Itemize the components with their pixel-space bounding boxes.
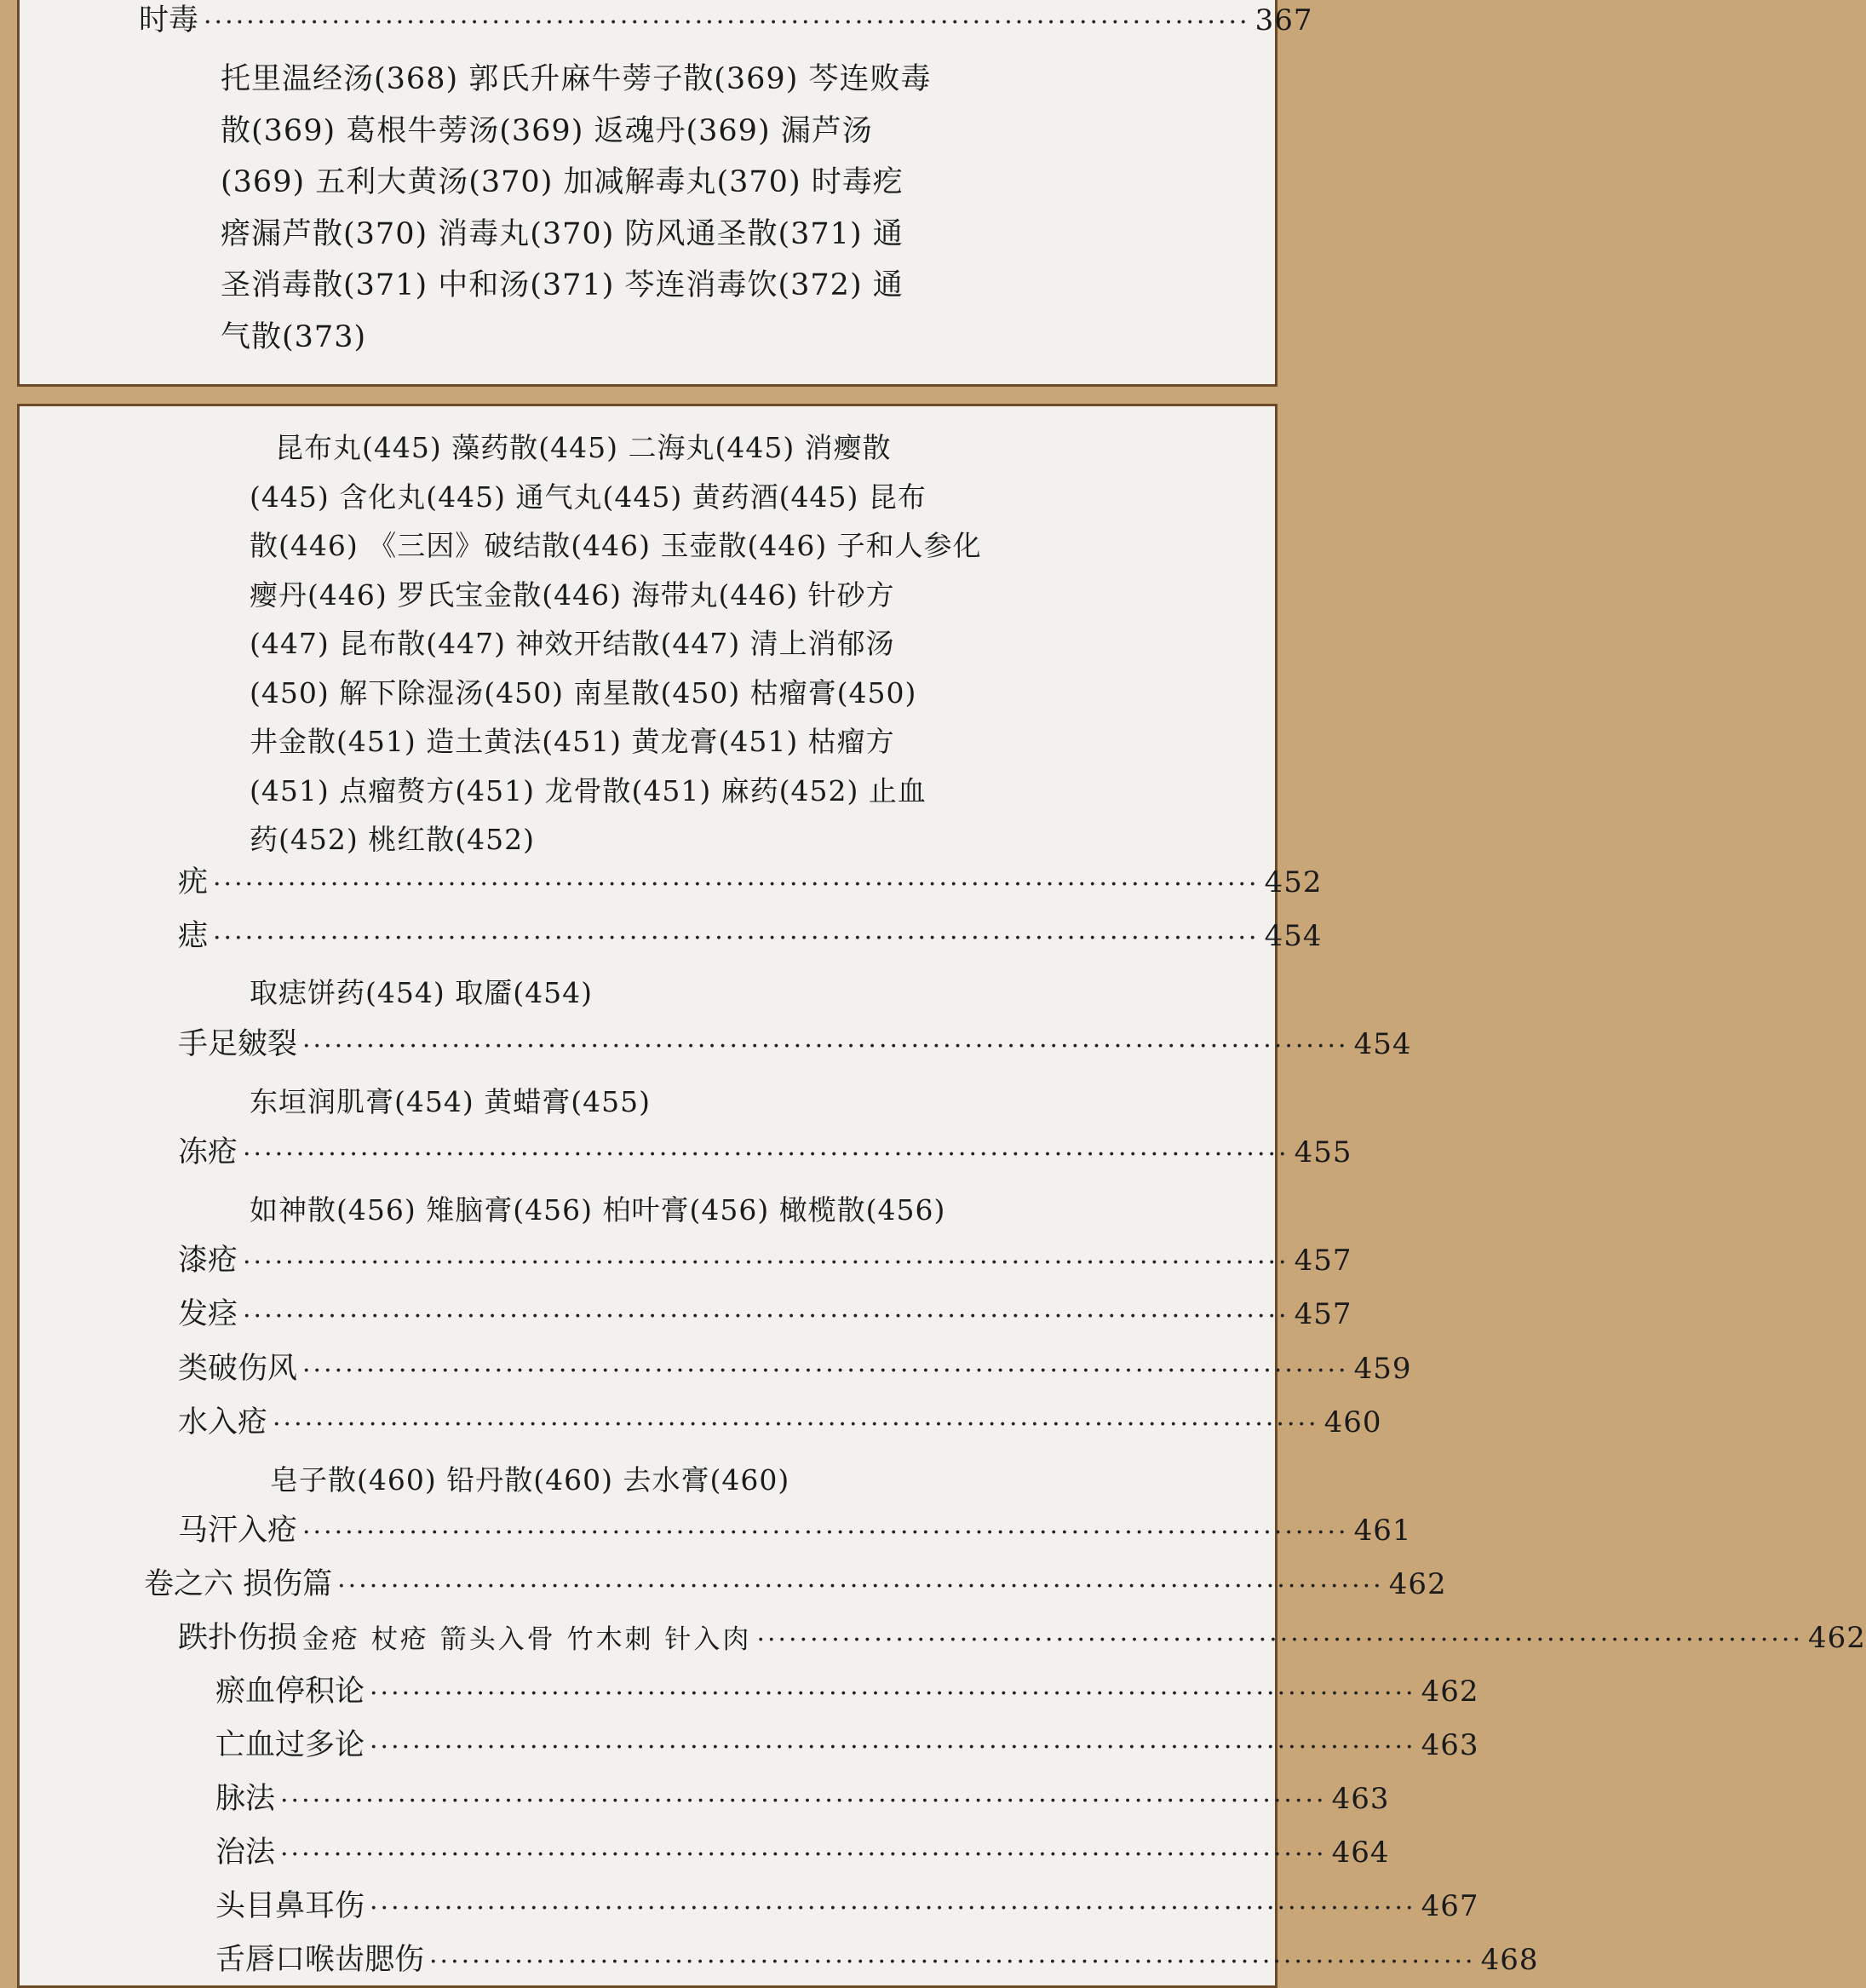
- formula-line: (445) 含化丸(445) 通气丸(445) 黄药酒(445) 昆布: [250, 480, 927, 514]
- entry-page: 463: [1331, 1782, 1390, 1817]
- entry-title: 手足皴裂: [178, 1027, 298, 1061]
- entry-title: 亡血过多论: [215, 1728, 365, 1762]
- leader-dots: ··································································································: [243, 1248, 1289, 1278]
- leader-dots: ··································································································: [273, 1410, 1319, 1439]
- entry-page: 461: [1353, 1514, 1412, 1548]
- formula-line: 井金散(451) 造土黄法(451) 黄龙膏(451) 枯瘤方: [250, 725, 895, 758]
- formula-line: (447) 昆布散(447) 神效开结散(447) 清上消郁汤: [250, 627, 895, 660]
- entry-title: 舌唇口喉齿腮伤: [215, 1943, 425, 1977]
- formula-line: 昆布丸(445) 藻药散(445) 二海丸(445) 消瘿散: [275, 431, 892, 464]
- entry-page: 462: [1421, 1675, 1479, 1709]
- entry-page: 468: [1480, 1943, 1539, 1978]
- toc-entry[interactable]: [215, 1781, 1390, 1817]
- formula-line: 散(369) 葛根牛蒡汤(369) 返魂丹(369) 漏芦汤: [221, 113, 873, 148]
- entry-title: 卷之六 损伤篇: [144, 1567, 333, 1601]
- leader-dots: ··································································································: [302, 1518, 1349, 1548]
- sub-formula-list: [250, 968, 593, 1018]
- leader-dots: ··································································································: [429, 1947, 1476, 1977]
- entry-page: 455: [1294, 1135, 1352, 1170]
- sub-formula-list: [250, 1186, 945, 1235]
- entry-page: 454: [1264, 919, 1323, 954]
- entry-page: 459: [1353, 1352, 1412, 1387]
- entry-page: 463: [1421, 1728, 1479, 1763]
- formula-line: (450) 解下除湿汤(450) 南星散(450) 枯瘤膏(450): [250, 675, 917, 710]
- formula-line: 气散(373): [221, 319, 367, 354]
- entry-page: 457: [1294, 1244, 1352, 1278]
- toc-entry[interactable]: [178, 1296, 1352, 1332]
- toc-panel-top: [17, 0, 1313, 387]
- formula-line: 皂子散(460) 铅丹散(460) 去水膏(460): [270, 1463, 790, 1497]
- entry-title: 头目鼻耳伤: [215, 1889, 365, 1923]
- toc-entry[interactable]: [215, 1727, 1479, 1763]
- formula-line: (451) 点瘤赘方(451) 龙骨散(451) 麻药(452) 止血: [250, 773, 927, 807]
- entry-page: 467: [1421, 1889, 1479, 1924]
- entry-title: 水入疮: [178, 1405, 268, 1439]
- entry-page: 367: [1255, 3, 1313, 38]
- toc-entry[interactable]: [178, 1351, 1412, 1387]
- entry-title: 治法: [215, 1836, 276, 1870]
- toc-entry[interactable]: [215, 1835, 1390, 1870]
- leader-dots: ··································································································: [280, 1786, 1327, 1816]
- formula-line: 瘿丹(446) 罗氏宝金散(446) 海带丸(446) 针砂方: [250, 577, 895, 612]
- leader-dots: ··································································································: [370, 1679, 1416, 1709]
- formula-line: 取痣饼药(454) 取靥(454): [250, 976, 593, 1009]
- entry-title: 脉法: [215, 1782, 276, 1816]
- toc-entry[interactable]: [215, 1888, 1479, 1924]
- leader-dots: ··································································································: [243, 1140, 1289, 1169]
- formula-line: 东垣润肌膏(454) 黄蜡膏(455): [250, 1085, 651, 1118]
- formula-line: 瘩漏芦散(370) 消毒丸(370) 防风通圣散(371) 通: [221, 216, 904, 251]
- toc-entry[interactable]: [178, 1620, 1866, 1656]
- entry-title: 马汗入疮: [178, 1514, 298, 1548]
- toc-entry[interactable]: [178, 1513, 1412, 1548]
- entry-title: 冻疮: [178, 1135, 238, 1169]
- entry-title: 漆疮: [178, 1244, 238, 1278]
- leader-dots: ··································································································: [370, 1893, 1416, 1923]
- entry-page: 460: [1323, 1405, 1382, 1440]
- toc-entry[interactable]: [178, 1405, 1382, 1440]
- entry-title: 跌扑伤损: [178, 1621, 298, 1655]
- leader-dots: ··································································································: [756, 1625, 1803, 1655]
- entry-page: 454: [1353, 1027, 1412, 1062]
- toc-panel-bottom: [17, 404, 1866, 1988]
- entry-page: 457: [1294, 1297, 1352, 1332]
- sub-formula-list: [250, 1077, 651, 1127]
- entry-page: 464: [1331, 1836, 1390, 1870]
- toc-entry[interactable]: [178, 1243, 1352, 1278]
- formula-line: (369) 五利大黄汤(370) 加减解毒丸(370) 时毒疙: [221, 165, 904, 199]
- entry-page: 462: [1388, 1567, 1447, 1602]
- entry-title: 疣: [178, 865, 209, 899]
- toc-entry[interactable]: [178, 1026, 1412, 1062]
- formula-line: 药(452) 桃红散(452): [250, 823, 535, 856]
- toc-entry[interactable]: [178, 918, 1323, 954]
- formula-list: [250, 423, 982, 865]
- entry-title: 类破伤风: [178, 1352, 298, 1386]
- toc-entry[interactable]: [178, 1135, 1352, 1170]
- entry-page: 462: [1807, 1621, 1866, 1656]
- formula-line: 托里温经汤(368) 郭氏升麻牛蒡子散(369) 芩连败毒: [221, 62, 932, 96]
- entry-title: 瘀血停积论: [215, 1675, 365, 1709]
- leader-dots: ··································································································: [302, 1031, 1349, 1061]
- toc-entry[interactable]: [215, 1942, 1539, 1978]
- toc-entry[interactable]: [178, 865, 1323, 900]
- entry-title: 发痉: [178, 1297, 238, 1331]
- leader-dots: ··································································································: [204, 8, 1250, 37]
- entry-title: 痣: [178, 919, 209, 953]
- leader-dots: ··································································································: [337, 1571, 1384, 1601]
- leader-dots: ··································································································: [213, 923, 1260, 953]
- toc-entry-shidu[interactable]: [139, 3, 1313, 38]
- entry-page: 452: [1264, 865, 1323, 900]
- entry-subtitle: 金疮 杖疮 箭头入骨 竹木刺 针入肉: [302, 1623, 752, 1655]
- toc-entry-volume[interactable]: [144, 1566, 1447, 1602]
- leader-dots: ··································································································: [213, 870, 1260, 899]
- leader-dots: ··································································································: [302, 1356, 1349, 1386]
- toc-entry[interactable]: [215, 1674, 1479, 1709]
- formula-line: 如神散(456) 雉脑膏(456) 柏叶膏(456) 橄榄散(456): [250, 1193, 946, 1227]
- leader-dots: ··································································································: [370, 1732, 1416, 1762]
- formula-line: 散(446) 《三因》破结散(446) 玉壶散(446) 子和人参化: [250, 529, 982, 562]
- sub-formula-list: [250, 1456, 789, 1505]
- formula-line: 圣消毒散(371) 中和汤(371) 芩连消毒饮(372) 通: [221, 268, 904, 302]
- leader-dots: ··································································································: [280, 1840, 1327, 1870]
- formula-list: [221, 54, 931, 363]
- entry-title: 时毒: [139, 3, 199, 37]
- leader-dots: ··································································································: [243, 1301, 1289, 1331]
